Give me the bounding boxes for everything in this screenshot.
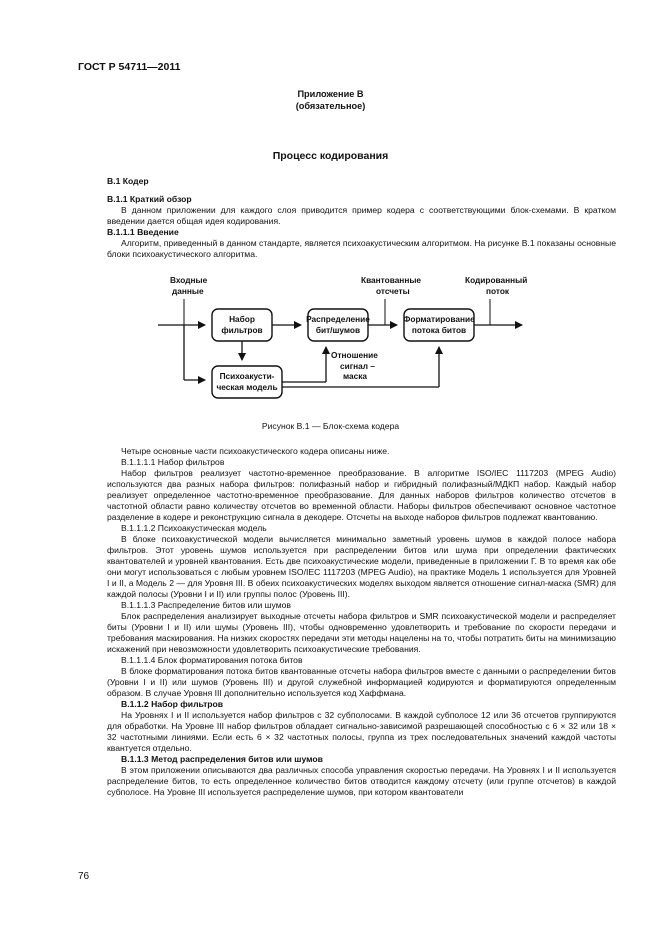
heading-b111: В.1.1.1 Введение	[107, 227, 179, 237]
paragraph-parts: Четыре основные части психоакустического кодера описаны ниже.	[121, 446, 390, 456]
heading-b1112: В.1.1.1.2 Психоакустическая модель	[121, 523, 267, 533]
intro-block	[107, 176, 616, 260]
paragraph-psy: В блоке психоакустической модели вычисляется минимально заметный уровень шумов в каждой полосе набора фильтров. Этот уровень шумов используется при распределении битов или шума при определении фактических квантователей и уровней квантования. Есть две психоакустические модели, приведенные в приложении Г. В то время как обе они могут использоваться с любым уровнем ISO/IEC 1117203 (MPEG Audio), на практике Модель 1 используется для Уровней I и II, а Модель 2 — для Уровня III. В обеих психоакустических моделях выходом является отношение сигнал-маска (SMR) для каждой полосы (Уровни I и II) или группы полос (Уровень III).	[107, 534, 616, 599]
psy-label-2: ческая модель	[216, 382, 278, 392]
annex-title: Приложение В	[297, 89, 364, 99]
label-input-2: данные	[172, 286, 204, 296]
allocation-label-1: Распределение	[306, 314, 370, 324]
filter-bank-label-1: Набор	[229, 314, 255, 324]
page-number: 76	[78, 871, 90, 882]
paragraph-filterbank: На Уровнях I и II используется набор фильтров с 32 субполосами. В каждой субполосе 12 или 36 отсчетов группируются для обработки. На Уровне III набор фильтров обладает сигнально-зависимой разрешающей способностью с 6 × 32 или 18 × 32 частотными линиями. Если есть 6 × 32 частотных полосы, группа из трех последовательных значений каждой частоты квантуется отдельно.	[107, 710, 616, 753]
heading-b11: В.1.1 Краткий обзор	[107, 194, 192, 204]
label-coded: Кодированный	[465, 275, 528, 285]
paragraph-filter: Набор фильтров реализует частотно-временное преобразование. В алгоритме ISO/IEC 1117203 (MPEG Audio) используются два разных набора фильтров: полифазный набор и гибридный полифазный/МДКП набор. Каждый набор реализует определенное частотно-временное преобразование. Для данных наборов фильтров количество отсчетов в частотной области равно количеству отсчетов во временной области. Наборы фильтров обеспечивают основное частотное разделение в кодере и реконструкцию сигнала в декодере. Отсчеты на выходе наборов фильтров подлежат квантованию.	[107, 468, 616, 522]
label-input: Входные	[170, 275, 208, 285]
paragraph-alloc: Блок распределения анализирует выходные отсчеты набора фильтров и SMR психоакустической модели и распределяет биты (Уровни I и II) или шумы (Уровень III), чтобы одновременно удовлетворить и требование по скорости передачи и требования маскирования. На низких скоростях передачи эти методы нацелены на то, чтобы потратить биты на минимизацию искажений при невозможности удовлетворить психоакустические требования.	[107, 611, 616, 654]
paragraph-method: В этом приложении описываются два различных способа управления скоростью передачи. На Уровнях I и II используется распределение битов, то есть определенное количество битов отводится каждому отсчету (или группе отсчетов) в каждой субполосе. На Уровне III используется распределение шумов, при котором квантователи	[107, 765, 616, 797]
paragraph-overview: В данном приложении для каждого слоя приводится пример кодера с соответствующими блок-схемами. В кратком введении дается общая идея кодирования.	[107, 205, 616, 226]
label-coded-2: поток	[486, 286, 510, 296]
label-quantized: Квантованные	[361, 275, 422, 285]
encoder-block-diagram	[150, 272, 540, 412]
paragraph-format: В блоке форматирования потока битов квантованные отсчеты набора фильтров вместе с данными о распределении битов (Уровни I и II) или шумов (Уровень III) и другой служебной информацией кодируются и форматируются определенным образом. В случае Уровня III дополнительно используется код Хаффмана.	[107, 666, 616, 698]
standard-header: ГОСТ Р 54711—2011	[78, 61, 181, 73]
heading-b112: В.1.1.2 Набор фильтров	[121, 699, 224, 709]
psy-label-1: Психоакусти-	[219, 371, 275, 381]
figure-caption: Рисунок В.1 — Блок-схема кодера	[261, 421, 400, 431]
allocation-label-2: бит/шумов	[315, 325, 361, 335]
heading-b1113: В.1.1.1.3 Распределение битов или шумов	[121, 600, 291, 610]
smr-label-1: Отношение	[331, 350, 378, 360]
annex-heading	[0, 88, 661, 112]
format-label-1: Форматирование	[403, 314, 475, 324]
annex-status: (обязательное)	[295, 101, 366, 111]
heading-b113: В.1.1.3 Метод распределения битов или шумов	[121, 754, 323, 764]
heading-b1114: В.1.1.1.4 Блок форматирования потока битов	[121, 655, 303, 665]
smr-label-3: маска	[343, 371, 368, 381]
format-label-2: потока битов	[411, 325, 467, 335]
label-quantized-2: отсчеты	[376, 286, 410, 296]
heading-b1: В.1 Кодер	[107, 176, 149, 186]
heading-b1111: В.1.1.1.1 Набор фильтров	[121, 457, 225, 467]
filter-bank-label-2: фильтров	[221, 325, 263, 335]
section-title: Процесс кодирования	[272, 150, 389, 162]
main-text	[107, 446, 616, 798]
smr-label-2: сигнал –	[340, 361, 375, 371]
paragraph-introduction: Алгоритм, приведенный в данном стандарте, является психоакустическим алгоритмом. На рисунке В.1 показаны основные блоки психоакустического алгоритма.	[107, 238, 616, 259]
